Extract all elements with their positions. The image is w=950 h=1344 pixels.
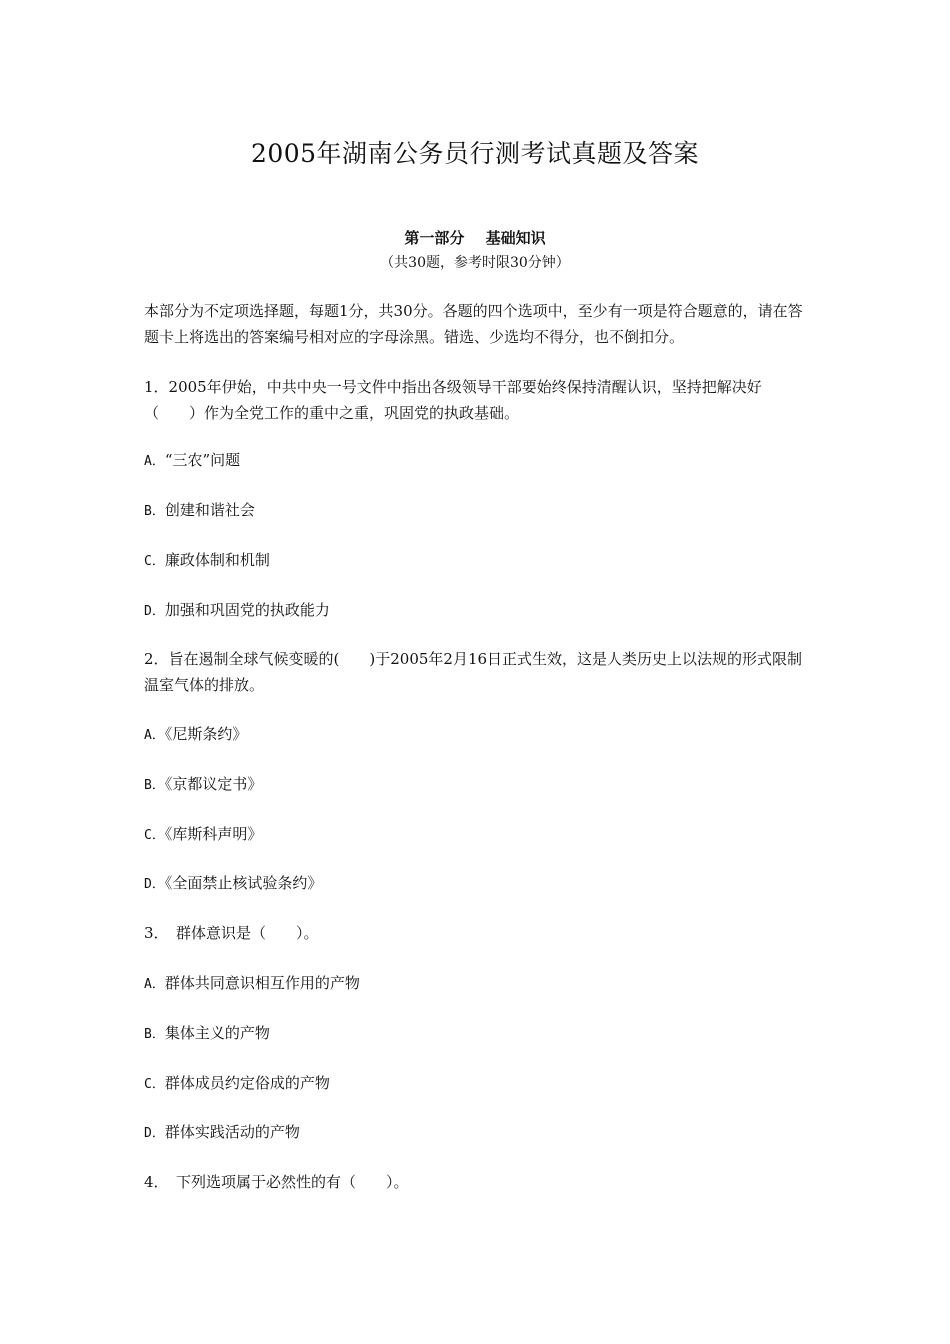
document-title: 2005年湖南公务员行测考试真题及答案 — [250, 139, 700, 168]
question-3-stem: 3． 群体意识是（ ）。 — [144, 924, 319, 942]
question-3-option-b — [144, 1023, 814, 1045]
option-letter: D． — [144, 1126, 165, 1141]
option-letter: B． — [144, 504, 165, 519]
option-letter: A． — [144, 728, 165, 743]
option-text: 《全面禁止核试验条约》 — [164, 874, 323, 892]
section-note: （共30题，参考时限30分钟） — [380, 255, 570, 271]
option-text: 廉政体制和机制 — [164, 551, 270, 569]
option-letter: A． — [144, 454, 165, 469]
option-text: 《京都议定书》 — [164, 775, 263, 793]
option-letter: C． — [144, 828, 165, 843]
question-2-stem: 2．旨在遏制全球气候变暖的( )于2005年2月16日正式生效，这是人类历史上以法规的形式限制温室气体的排放。 — [144, 650, 803, 694]
option-letter: B． — [144, 1027, 165, 1042]
question-2-option-d — [144, 873, 814, 895]
option-letter: C． — [144, 554, 165, 569]
option-text: 《库斯科声明》 — [164, 825, 263, 843]
option-letter: D． — [144, 877, 165, 892]
question-2-option-b — [144, 774, 814, 796]
question-3-option-a — [144, 973, 814, 995]
option-text: 集体主义的产物 — [164, 1024, 270, 1042]
question-1-option-d — [144, 600, 814, 622]
question-3-option-d — [144, 1122, 814, 1144]
option-letter: C． — [144, 1077, 165, 1092]
option-text: 加强和巩固党的执政能力 — [164, 601, 330, 619]
question-3-option-c — [144, 1073, 814, 1095]
intro-paragraph: 本部分为不定项选择题，每题1分，共30分。各题的四个选项中，至少有一项是符合题意的，请在答题卡上将选出的答案编号相对应的字母涂黑。错选、少选均不得分，也不倒扣分。 — [144, 302, 803, 346]
option-text: 群体实践活动的产物 — [164, 1123, 300, 1141]
section-title: 第一部分 基础知识 — [404, 229, 546, 247]
option-letter: A． — [144, 977, 165, 992]
question-1-option-c — [144, 550, 814, 572]
option-text: 《尼斯条约》 — [164, 725, 248, 743]
option-text: 创建和谐社会 — [164, 501, 255, 519]
question-1-option-b — [144, 500, 814, 522]
question-2-option-c — [144, 824, 814, 846]
question-1-stem: 1．2005年伊始，中共中央一号文件中指出各级领导干部要始终保持清醒认识，坚持把解决好（ ）作为全党工作的重中之重，巩固党的执政基础。 — [144, 378, 762, 422]
question-1-option-a — [144, 450, 814, 472]
option-text: “三农”问题 — [164, 451, 241, 469]
option-letter: D． — [144, 604, 165, 619]
option-text: 群体共同意识相互作用的产物 — [164, 974, 360, 992]
option-text: 群体成员约定俗成的产物 — [164, 1074, 330, 1092]
question-4-stem: 4． 下列选项属于必然性的有（ ）。 — [144, 1173, 409, 1191]
option-letter: B． — [144, 778, 165, 793]
question-2-option-a — [144, 724, 814, 746]
